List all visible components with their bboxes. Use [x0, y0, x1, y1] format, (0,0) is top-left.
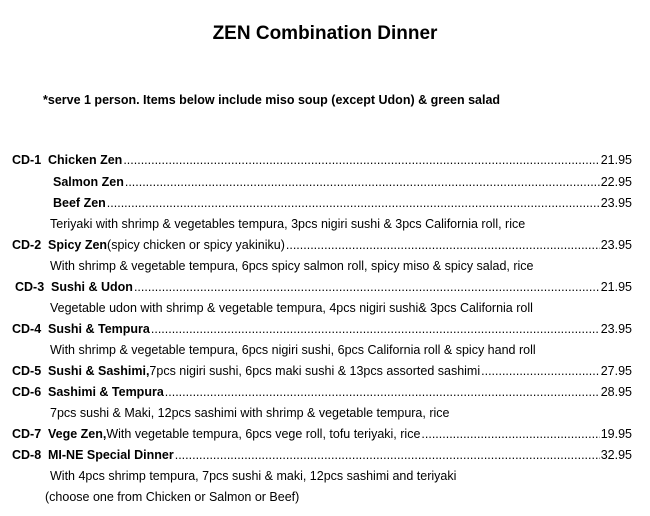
item-description: Vegetable udon with shrimp & vegetable tempura, 4pcs nigiri sushi& 3pcs California roll — [50, 301, 533, 315]
item-name: Sashimi & Tempura — [48, 385, 164, 399]
item-price: 22.95 — [600, 175, 632, 189]
dot-leader — [134, 280, 600, 294]
dot-leader — [151, 322, 600, 336]
item-name: Beef Zen — [53, 196, 106, 210]
item-code: CD-3 — [15, 280, 45, 294]
menu-item-cd7 — [0, 427, 650, 445]
item-description-note: (choose one from Chicken or Salmon or Beef) — [45, 490, 300, 504]
item-name: Sushi & Udon — [51, 280, 133, 294]
item-code: CD-1 — [12, 153, 42, 167]
item-name: Salmon Zen — [53, 175, 124, 189]
dot-leader — [421, 427, 599, 441]
dot-leader — [286, 238, 600, 252]
item-price: 28.95 — [600, 385, 632, 399]
item-code: CD-6 — [12, 385, 42, 399]
dot-leader — [107, 196, 600, 210]
menu-item-cd8 — [0, 448, 650, 466]
item-description: With shrimp & vegetable tempura, 6pcs spicy salmon roll, spicy miso & spicy salad, rice — [50, 259, 534, 273]
menu-item-cd1-beef — [0, 196, 650, 214]
serving-note: *serve 1 person. Items below include miso soup (except Udon) & green salad — [43, 93, 501, 107]
menu-item-cd6 — [0, 385, 650, 403]
item-extra: 7pcs nigiri sushi, 6pcs maki sushi & 13pcs assorted sashimi — [149, 364, 481, 378]
item-name: MI-NE Special Dinner — [48, 448, 174, 462]
menu-item-cd2 — [0, 238, 650, 256]
item-price: 21.95 — [600, 153, 632, 167]
dot-leader — [125, 175, 600, 189]
item-name: Spicy Zen — [48, 238, 108, 252]
item-description: 7pcs sushi & Maki, 12pcs sashimi with shrimp & vegetable tempura, rice — [50, 406, 450, 420]
item-code: CD-8 — [12, 448, 42, 462]
item-name: Vege Zen, — [48, 427, 107, 441]
menu-item-cd1-chicken — [0, 153, 650, 171]
item-code: CD-4 — [12, 322, 42, 336]
dot-leader — [481, 364, 600, 378]
item-name: Chicken Zen — [48, 153, 123, 167]
item-extra: (spicy chicken or spicy yakiniku) — [107, 238, 285, 252]
item-price: 27.95 — [600, 364, 632, 378]
dot-leader — [165, 385, 600, 399]
item-description: Teriyaki with shrimp & vegetables tempura, 3pcs nigiri sushi & 3pcs California roll, rice — [50, 217, 526, 231]
item-price: 19.95 — [600, 427, 632, 441]
menu-item-cd5 — [0, 364, 650, 382]
menu-item-cd4 — [0, 322, 650, 340]
item-name: Sushi & Tempura — [48, 322, 150, 336]
item-price: 23.95 — [600, 322, 632, 336]
menu-item-cd3 — [0, 280, 650, 298]
dot-leader — [123, 153, 599, 167]
item-price: 23.95 — [600, 238, 632, 252]
menu-title: ZEN Combination Dinner — [212, 23, 438, 44]
item-code: CD-2 — [12, 238, 42, 252]
item-description: With shrimp & vegetable tempura, 6pcs nigiri sushi, 6pcs California roll & spicy hand roll — [50, 343, 536, 357]
item-price: 21.95 — [600, 280, 632, 294]
item-price: 32.95 — [600, 448, 632, 462]
item-extra: With vegetable tempura, 6pcs vege roll, tofu teriyaki, rice — [106, 427, 421, 441]
item-description: With 4pcs shrimp tempura, 7pcs sushi & maki, 12pcs sashimi and teriyaki — [50, 469, 457, 483]
menu-item-cd1-salmon — [0, 175, 650, 193]
item-code: CD-5 — [12, 364, 42, 378]
item-name: Sushi & Sashimi, — [48, 364, 150, 378]
item-price: 23.95 — [600, 196, 632, 210]
item-code: CD-7 — [12, 427, 42, 441]
dot-leader — [175, 448, 600, 462]
